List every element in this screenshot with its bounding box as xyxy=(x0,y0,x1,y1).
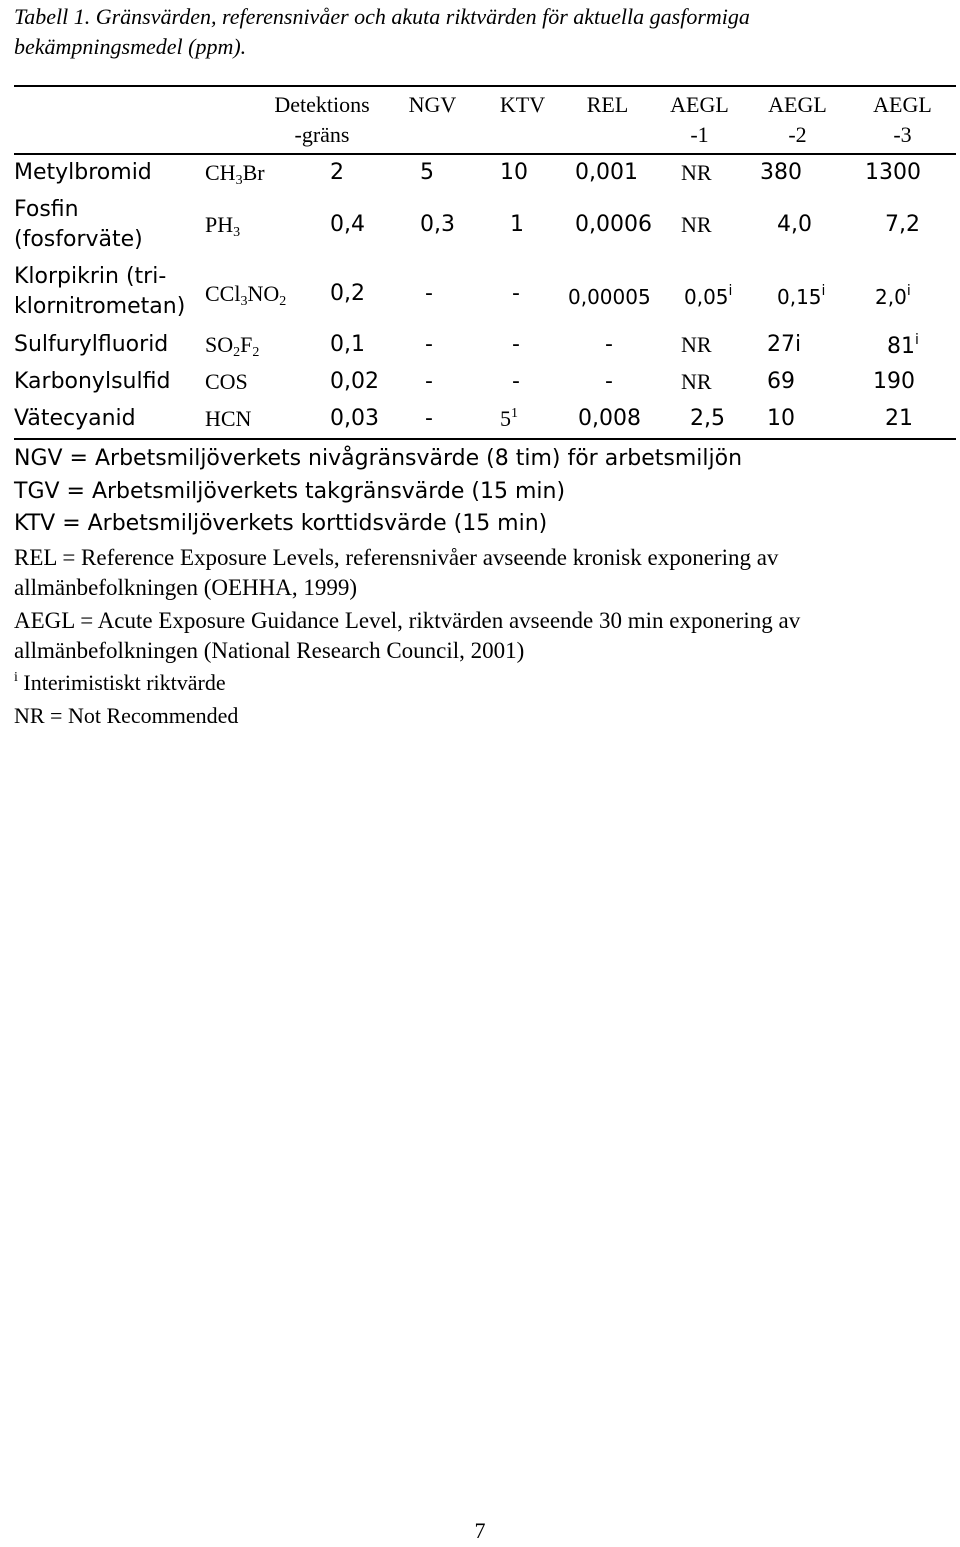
header-aegl-2: AEGL -2 xyxy=(768,92,827,147)
row-detektion: 0,02 xyxy=(330,369,379,394)
row-aegl-1: 0,05$^i$ xyxy=(684,283,733,309)
row-aegl-1: NR xyxy=(681,332,712,357)
row-ktv: 10 xyxy=(500,160,528,185)
row-formula: $SO_2F_2$ xyxy=(205,332,260,360)
note-tgv: TGV = Arbetsmiljöverkets takgränsvärde (15 min) xyxy=(14,479,566,504)
row-substance-name: Metylbromid xyxy=(14,160,152,185)
caption-line-2: bekämpningsmedel (ppm). xyxy=(14,34,247,59)
row-ktv: 1 xyxy=(510,212,524,237)
row-ktv: - xyxy=(512,369,520,394)
table-bottom-rule xyxy=(14,438,956,440)
table-header-rule xyxy=(14,153,956,155)
row-aegl-1: NR xyxy=(681,160,712,185)
row-aegl-2: 4,0 xyxy=(777,212,812,237)
row-substance-name: Vätecyanid xyxy=(14,406,136,431)
row-formula: $PH_3$ xyxy=(205,212,241,240)
row-substance-name: Klorpikrin (tri- klornitrometan) xyxy=(14,264,186,319)
row-aegl-3: 7,2 xyxy=(885,212,920,237)
row-aegl-1: 2,5 xyxy=(690,406,725,431)
row-ngv: - xyxy=(425,406,433,431)
row-ngv: 0,3 xyxy=(420,212,455,237)
row-detektion: 2 xyxy=(330,160,344,185)
row-rel: - xyxy=(605,332,613,357)
row-substance-name: Sulfurylfluorid xyxy=(14,332,169,357)
row-ngv: 5 xyxy=(420,160,434,185)
row-rel: 0,008 xyxy=(578,406,641,431)
page-number: 7 xyxy=(474,1518,486,1543)
row-aegl-2: 10 xyxy=(767,406,795,431)
row-formula: HCN xyxy=(205,406,252,431)
header-ktv: KTV xyxy=(499,92,546,117)
note-ktv: KTV = Arbetsmiljöverkets korttidsvärde (15 min) xyxy=(14,511,548,536)
row-ngv: - xyxy=(425,332,433,357)
row-ngv: - xyxy=(425,281,433,306)
row-substance-name: Fosfin (fosforväte) xyxy=(14,197,143,252)
table-top-rule xyxy=(14,85,956,87)
note-aegl: AEGL = Acute Exposure Guidance Level, riktvärden avseende 30 min exponering av allmänbefolkningen (National Research Council, 2001) xyxy=(14,608,801,663)
row-aegl-2: 0,15$^i$ xyxy=(777,283,826,309)
caption-line-1: Tabell 1. Gränsvärden, referensnivåer och akuta riktvärden för aktuella gasformiga xyxy=(14,4,750,29)
row-ktv: - xyxy=(512,332,520,357)
row-detektion: 0,03 xyxy=(330,406,379,431)
row-aegl-2: 27i xyxy=(767,332,802,357)
row-rel: 0,00005 xyxy=(568,285,651,309)
row-formula: $CH_3Br$ xyxy=(205,160,265,188)
row-formula: $CCl_3NO_2$ xyxy=(205,281,287,309)
row-detektion: 0,2 xyxy=(330,281,365,306)
row-aegl-3: 2,0$^i$ xyxy=(875,283,911,309)
row-rel: 0,001 xyxy=(575,160,638,185)
table-caption xyxy=(14,2,944,62)
row-detektion: 0,1 xyxy=(330,332,365,357)
row-aegl-1: NR xyxy=(681,212,712,237)
row-rel: - xyxy=(605,369,613,394)
row-detektion: 0,4 xyxy=(330,212,365,237)
row-aegl-3: 21 xyxy=(885,406,913,431)
row-ngv: - xyxy=(425,369,433,394)
row-aegl-1: NR xyxy=(681,369,712,394)
row-rel: 0,0006 xyxy=(575,212,652,237)
row-substance-name: Karbonylsulfid xyxy=(14,369,171,394)
row-aegl-3: 1300 xyxy=(865,160,921,185)
row-ktv: $5^1$ xyxy=(500,406,518,431)
header-detektion: Detektions -gräns xyxy=(274,92,370,147)
row-ktv: - xyxy=(512,281,520,306)
row-aegl-3: 190 xyxy=(873,369,915,394)
header-aegl-1: AEGL -1 xyxy=(670,92,729,147)
header-aegl-3: AEGL -3 xyxy=(873,92,932,147)
note-nr: NR = Not Recommended xyxy=(14,703,239,728)
header-rel: REL xyxy=(586,92,629,117)
row-formula: COS xyxy=(205,369,248,394)
note-ngv: NGV = Arbetsmiljöverkets nivågränsvärde (8 tim) för arbetsmiljön xyxy=(14,446,743,471)
note-interim: $^i$ Interimistiskt riktvärde xyxy=(14,670,226,695)
row-aegl-3: 81$^i$ xyxy=(887,332,919,359)
row-aegl-2: 380 xyxy=(760,160,802,185)
header-ngv: NGV xyxy=(408,92,457,117)
note-rel: REL = Reference Exposure Levels, referensnivåer avseende kronisk exponering av allmänbefolkningen (OEHHA, 1999) xyxy=(14,545,779,600)
row-aegl-2: 69 xyxy=(767,369,795,394)
